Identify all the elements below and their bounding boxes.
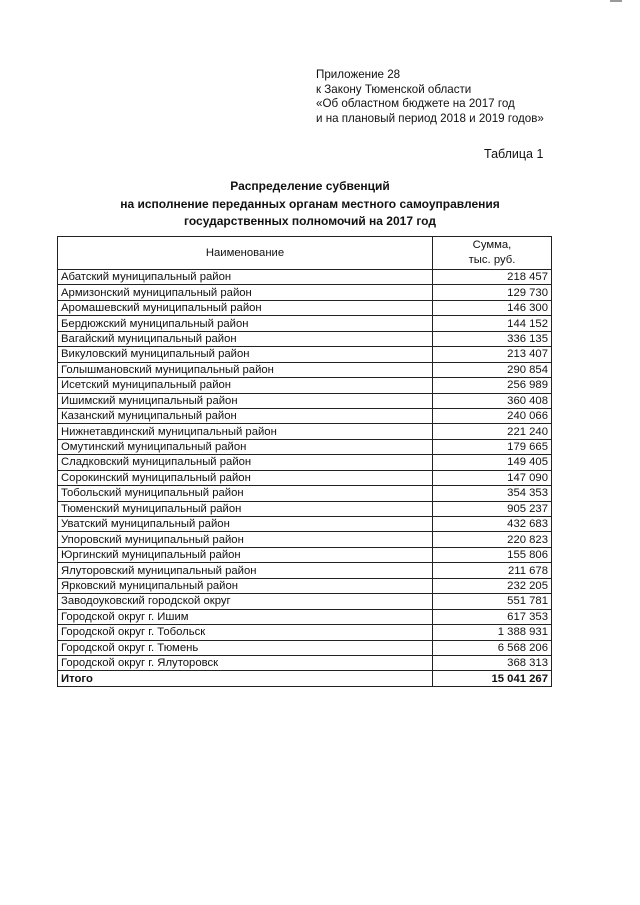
appendix-note	[316, 68, 544, 126]
title-line-3: государственных полномочий на 2017 год	[184, 214, 436, 228]
table-row	[58, 378, 552, 393]
row-name: Омутинский муниципальный район	[58, 439, 433, 454]
row-amount: 155 806	[433, 547, 552, 562]
row-amount: 211 678	[433, 563, 552, 578]
row-name: Голышмановский муниципальный район	[58, 362, 433, 377]
appendix-line-2: к Закону Тюменской области	[316, 82, 472, 96]
row-name: Викуловский муниципальный район	[58, 347, 433, 362]
row-name: Нижнетавдинский муниципальный район	[58, 424, 433, 439]
table-number: Таблица 1	[484, 147, 544, 161]
row-amount: 551 781	[433, 594, 552, 609]
row-amount: 290 854	[433, 362, 552, 377]
row-amount: 147 090	[433, 470, 552, 485]
row-name: Тобольский муниципальный район	[58, 486, 433, 501]
table-row	[58, 316, 552, 331]
table-row	[58, 300, 552, 315]
row-name: Ишимский муниципальный район	[58, 393, 433, 408]
row-name: Вагайский муниципальный район	[58, 331, 433, 346]
row-name: Абатский муниципальный район	[58, 270, 433, 285]
row-amount: 144 152	[433, 316, 552, 331]
table-row	[58, 563, 552, 578]
row-name: Бердюжский муниципальный район	[58, 316, 433, 331]
appendix-line-4: и на плановый период 2018 и 2019 годов»	[316, 111, 544, 125]
row-amount: 149 405	[433, 455, 552, 470]
table-row	[58, 408, 552, 423]
row-name: Сладковский муниципальный район	[58, 455, 433, 470]
row-amount: 360 408	[433, 393, 552, 408]
row-name: Ярковский муниципальный район	[58, 578, 433, 593]
title-line-2: на исполнение переданных органам местного самоуправления	[120, 196, 500, 211]
row-amount: 617 353	[433, 609, 552, 624]
title-line-1: Распределение субвенций	[230, 179, 390, 193]
total-amount: 15 041 267	[433, 671, 552, 686]
table-row	[58, 331, 552, 346]
row-amount: 240 066	[433, 408, 552, 423]
row-name: Заводоуковский городской округ	[58, 594, 433, 609]
table-row	[58, 347, 552, 362]
table-row	[58, 455, 552, 470]
header-amount-line-1: Сумма,	[472, 239, 512, 251]
appendix-line-3: «Об областном бюджете на 2017 год	[316, 97, 515, 110]
row-name: Городской округ г. Тюмень	[58, 640, 433, 655]
total-label: Итого	[58, 671, 433, 686]
row-name: Юргинский муниципальный район	[58, 547, 433, 562]
table-row	[58, 424, 552, 439]
row-amount: 256 989	[433, 378, 552, 393]
document-title	[60, 178, 560, 231]
table-header-row	[58, 237, 552, 270]
row-amount: 368 313	[433, 655, 552, 670]
table-row	[58, 640, 552, 655]
header-amount	[433, 237, 552, 270]
row-name: Аромашевский муниципальный район	[58, 300, 433, 315]
row-name: Городской округ г. Ишим	[58, 609, 433, 624]
row-amount: 220 823	[433, 532, 552, 547]
row-name: Городской округ г. Тобольск	[58, 625, 433, 640]
row-name: Исетский муниципальный район	[58, 378, 433, 393]
row-name: Сорокинский муниципальный район	[58, 470, 433, 485]
row-name: Уватский муниципальный район	[58, 517, 433, 532]
table-row	[58, 486, 552, 501]
row-amount: 1 388 931	[433, 625, 552, 640]
table-row	[58, 517, 552, 532]
table-row	[58, 393, 552, 408]
table-body	[58, 270, 552, 687]
row-amount: 905 237	[433, 501, 552, 516]
row-name: Казанский муниципальный район	[58, 408, 433, 423]
row-amount: 354 353	[433, 486, 552, 501]
row-amount: 6 568 206	[433, 640, 552, 655]
table-row	[58, 270, 552, 285]
row-name: Тюменский муниципальный район	[58, 501, 433, 516]
table-row	[58, 625, 552, 640]
row-amount: 336 135	[433, 331, 552, 346]
table-row	[58, 470, 552, 485]
row-amount: 232 205	[433, 578, 552, 593]
row-amount: 432 683	[433, 517, 552, 532]
row-amount: 221 240	[433, 424, 552, 439]
table-row	[58, 362, 552, 377]
row-name: Упоровский муниципальный район	[58, 532, 433, 547]
table-row	[58, 655, 552, 670]
table-row	[58, 594, 552, 609]
row-name: Городской округ г. Ялуторовск	[58, 655, 433, 670]
row-amount: 179 665	[433, 439, 552, 454]
scan-corner-mark	[610, 0, 622, 2]
table-row	[58, 285, 552, 300]
row-name: Армизонский муниципальный район	[58, 285, 433, 300]
table-row	[58, 532, 552, 547]
subsidies-table	[57, 236, 552, 687]
row-amount: 213 407	[433, 347, 552, 362]
table-row	[58, 439, 552, 454]
table-row	[58, 501, 552, 516]
appendix-line-1: Приложение 28	[316, 68, 401, 81]
table-row	[58, 609, 552, 624]
header-amount-line-2: тыс. руб.	[468, 254, 516, 266]
row-amount: 218 457	[433, 270, 552, 285]
table-row	[58, 547, 552, 562]
row-amount: 146 300	[433, 300, 552, 315]
row-amount: 129 730	[433, 285, 552, 300]
header-name: Наименование	[58, 237, 433, 270]
row-name: Ялуторовский муниципальный район	[58, 563, 433, 578]
table-row	[58, 578, 552, 593]
total-row	[58, 671, 552, 686]
